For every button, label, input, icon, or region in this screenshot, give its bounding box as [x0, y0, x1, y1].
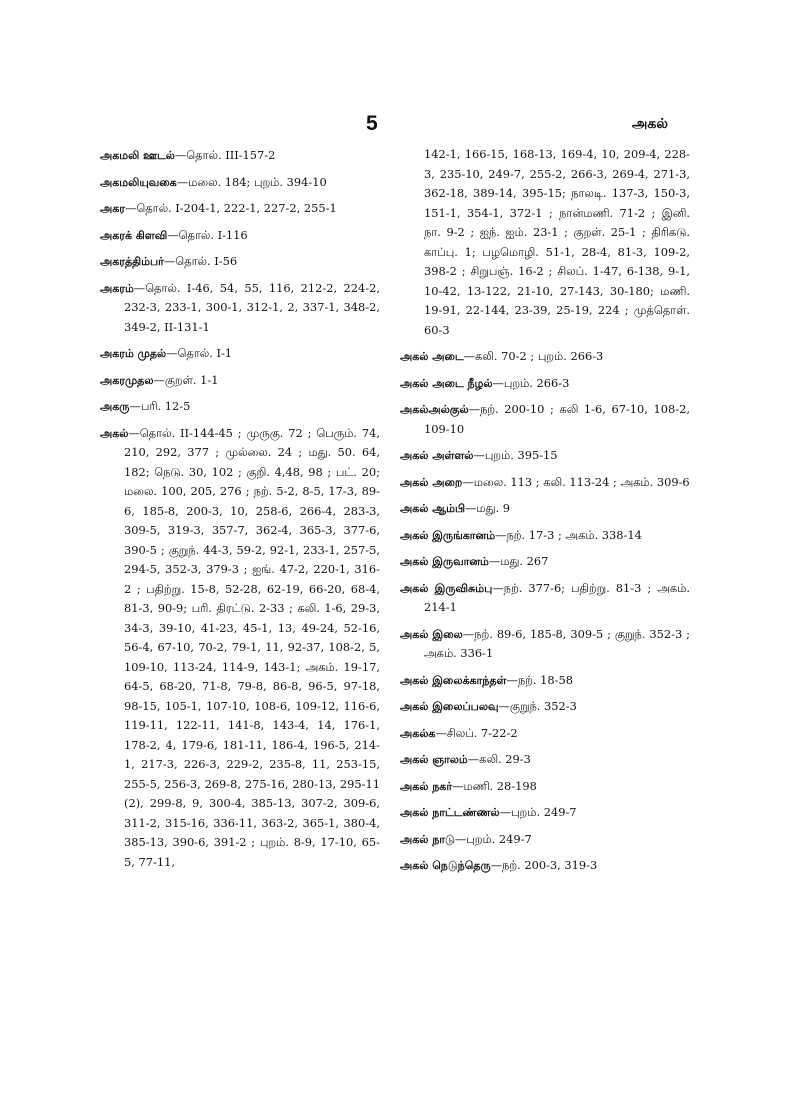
index-entry [100, 173, 380, 193]
index-entry [400, 526, 690, 546]
entry-headword: அகல் இலைக்காந்தள் [400, 673, 507, 687]
entry-headword: அகல் இருங்கானம் [400, 528, 496, 542]
entry-headword: அகர [100, 202, 125, 215]
entry-headword: அகல் ஞாலம் [400, 753, 468, 766]
entry-headword: அகல் [100, 426, 129, 440]
entry-headword: அகல் நாடு [400, 832, 455, 846]
entry-headword: அகரு [100, 400, 130, 413]
index-entry [400, 579, 690, 618]
entry-headword: அகமலி ஊடல் [100, 149, 175, 162]
entry-references: —நற். 377-6; பதிற்று. 81-3 ; அகம். 214-1 [424, 580, 690, 614]
index-entry [100, 199, 380, 219]
left-column [100, 146, 380, 879]
entry-headword: அகல் ஆம்பி [400, 502, 466, 515]
index-entry [400, 625, 690, 664]
entry-references: —புறம். 249-7 [454, 831, 532, 846]
entry-references: —தொல். II-144-45 ; முருகு. 72 ; பெரும். 74, 210, 292, 377 ; முல்லை. 24 ; மது. 50. 64, 182; நெடு. 30, 102 ; குறி. 4,48, 98 ; பட். 20; மலை. 100, 205, 276 ; நற். 5-2, 8-5, 17-3, 89-6, 185-8, 200-3, 10, 258-6, 266-4, 283-3, 309-5, 319-3, 357-7, 362-4, 365-3, 377-6, 390-5 ; குறுந். 44-3, 59-2, 92-1, 233-1, 257-5, 294-5, 352-3, 379-3 ; ஐங். 47-2, 220-1, 316-2 ; பதிற்று. 15-8, 52-28, 62-19, 66-20, 68-4, 81-3, 90-9; பரி. திரட்டு. 2-33 ; கலி. 1-6, 29-3, 34-3, 39-10, 41-23, 45-1, 13, 49-24, 52-16, 56-4, 67-10, 70-2, 79-1, 11, 92-37, 108-2, 5, 109-10, 113-24, 114-9, 143-1; அகம். 19-17, 64-5, 68-20, 71-8, 79-8, 86-8, 96-5, 97-18, 98-15, 105-1, 107-10, 108-6, 109-12, 116-6, 119-11, 122-11, 141-8, 143-4, 14, 176-1, 178-2, 4, 179-6, 181-11, 186-4, 196-5, 214-1, 217-3, 226-3, 229-2, 235-8, 11, 253-15, 255-5, 256-3, 269-8, 275-16, 280-13, 295-11 (2), 299-8, 9, 300-4, 385-13, 307-2, 309-6, 311-2, 315-16, 336-11, 363-2, 365-1, 380-4, 385-13, 390-6, 391-2 ; புறம். 8-9, 17-10, 65-5, 77-11, [124, 425, 380, 869]
index-entry [400, 803, 690, 823]
entry-headword: அகல் அள்ளல் [400, 449, 474, 462]
entry-headword: அகல்க [400, 726, 436, 740]
index-entry [100, 252, 380, 272]
entry-references: —நற். 200-3, 319-3 [490, 858, 598, 872]
entry-references: —குறுந். 352-3 [498, 699, 577, 713]
index-entry [400, 552, 690, 572]
index-entry [400, 400, 690, 439]
entry-references: —நற். 200-10 ; கலி 1-6, 67-10, 108-2, 109-10 [424, 402, 690, 436]
entry-references: —குறள். 1-1 [153, 372, 219, 387]
index-entry [100, 371, 380, 391]
entry-headword: அகரம் [100, 281, 134, 295]
entry-references: —மலை. 184; புறம். 394-10 [176, 174, 327, 189]
index-entry [400, 473, 690, 493]
entry-headword: அகல் நகர் [400, 779, 453, 793]
entry-headword: அகரம் முதல் [100, 347, 167, 360]
right-column [400, 146, 690, 883]
entry-references: —கலி. 70-2 ; புறம். 266-3 [463, 349, 604, 363]
index-entry [400, 724, 690, 744]
index-entry [100, 279, 380, 338]
index-entry [100, 226, 380, 246]
entry-references: —தொல். I-1 [166, 346, 233, 360]
entry-headword: அகல் அறை [400, 475, 463, 489]
index-entry [100, 344, 380, 364]
entry-references: —புறம். 249-7 [499, 805, 577, 819]
entry-headword: அகல் நெடுந்தெரு [400, 859, 491, 872]
entry-headword: அகமலியுவகை [100, 175, 177, 189]
entry-references: —சிலப். 7-22-2 [435, 725, 518, 740]
running-head: அகல் [631, 116, 668, 132]
entry-headword: அகரத்திம்பர் [100, 255, 164, 268]
index-entry [400, 499, 690, 519]
entry-references: —மது. 9 [465, 501, 510, 515]
entry-headword: அகல் இலை [400, 627, 463, 641]
entry-references: —நற். 89-6, 185-8, 309-5 ; குறுந். 352-3 ; அகம். 336-1 [424, 626, 690, 660]
entry-headword: அகல்அல்குல் [400, 403, 469, 416]
entry-references: —நற். 17-3 ; அகம். 338-14 [495, 527, 642, 542]
index-entry [400, 830, 690, 850]
entry-references: —பரி. 12-5 [129, 399, 191, 413]
entry-references: —நற். 18-58 [506, 672, 573, 687]
entry-headword: அகல் இலைப்பலவு [400, 700, 499, 713]
index-entry [400, 697, 690, 717]
entry-headword: அகல் நாட்டண்ணல் [400, 806, 500, 819]
index-entry [400, 347, 690, 367]
entry-references: —மது. 267 [488, 554, 549, 568]
entry-references: —தொல். I-46, 54, 55, 116, 212-2, 224-2, 232-3, 233-1, 300-1, 312-1, 2, 337-1, 348-2, 349-2, II-131-1 [124, 280, 380, 334]
entry-continuation: 142-1, 166-15, 168-13, 169-4, 10, 209-4, 228-3, 235-10, 249-7, 255-2, 266-3, 269-4, 271-3, 362-18, 389-14, 395-15; நாலடி. 137-3, 150-3, 151-1, 354-1, 372-1 ; நான்மணி. 71-2 ; இனி. நா. 9-2 ; ஐந். ஐம். 23-1 ; குறள். 25-1 ; திரிகடு. காப்பு. 1; பழமொழி. 51-1, 28-4, 81-3, 109-2, 398-2 ; சிறுபஞ். 16-2 ; சிலப். 1-47, 6-138, 9-1, 10-42, 13-122, 21-10, 27-143, 30-180; மணி. 19-91, 22-144, 23-39, 25-19, 224 ; முத்தொள். 60-3 [424, 147, 690, 337]
index-entry [400, 750, 690, 770]
entry-headword: அகல் இருவானம் [400, 555, 489, 568]
entry-references: —புறம். 395-15 [473, 448, 558, 462]
page-header [0, 112, 800, 142]
entry-references: —புறம். 266-3 [492, 375, 570, 390]
entry-references: —மலை. 113 ; கலி. 113-24 ; அகம். 309-6 [462, 474, 690, 489]
index-entry [400, 374, 690, 394]
entry-headword: அகல் அடை [400, 350, 464, 363]
entry-headword: அகரக் கிளவி [100, 228, 168, 242]
entry-references: —தொல். I-56 [163, 254, 238, 268]
index-entry [400, 671, 690, 691]
entry-references: —தொல். III-157-2 [174, 148, 276, 162]
entry-headword: அகரமுதல [100, 373, 154, 387]
entry-references: —மணி. 28-198 [452, 778, 537, 793]
entry-headword: அகல் இருவிசும்பு [400, 581, 493, 595]
entry-references: —கலி. 29-3 [467, 752, 531, 766]
index-entry [100, 397, 380, 417]
entry-headword: அகல் அடை நீழல் [400, 376, 493, 390]
index-entry [400, 777, 690, 797]
index-entry [400, 856, 690, 876]
entry-references: —தொல். I-116 [167, 227, 248, 242]
entry-references: —தொல். I-204-1, 222-1, 227-2, 255-1 [124, 201, 337, 215]
index-entry [400, 446, 690, 466]
index-entry [100, 424, 380, 873]
page-number: 5 [366, 112, 378, 135]
index-entry [100, 146, 380, 166]
